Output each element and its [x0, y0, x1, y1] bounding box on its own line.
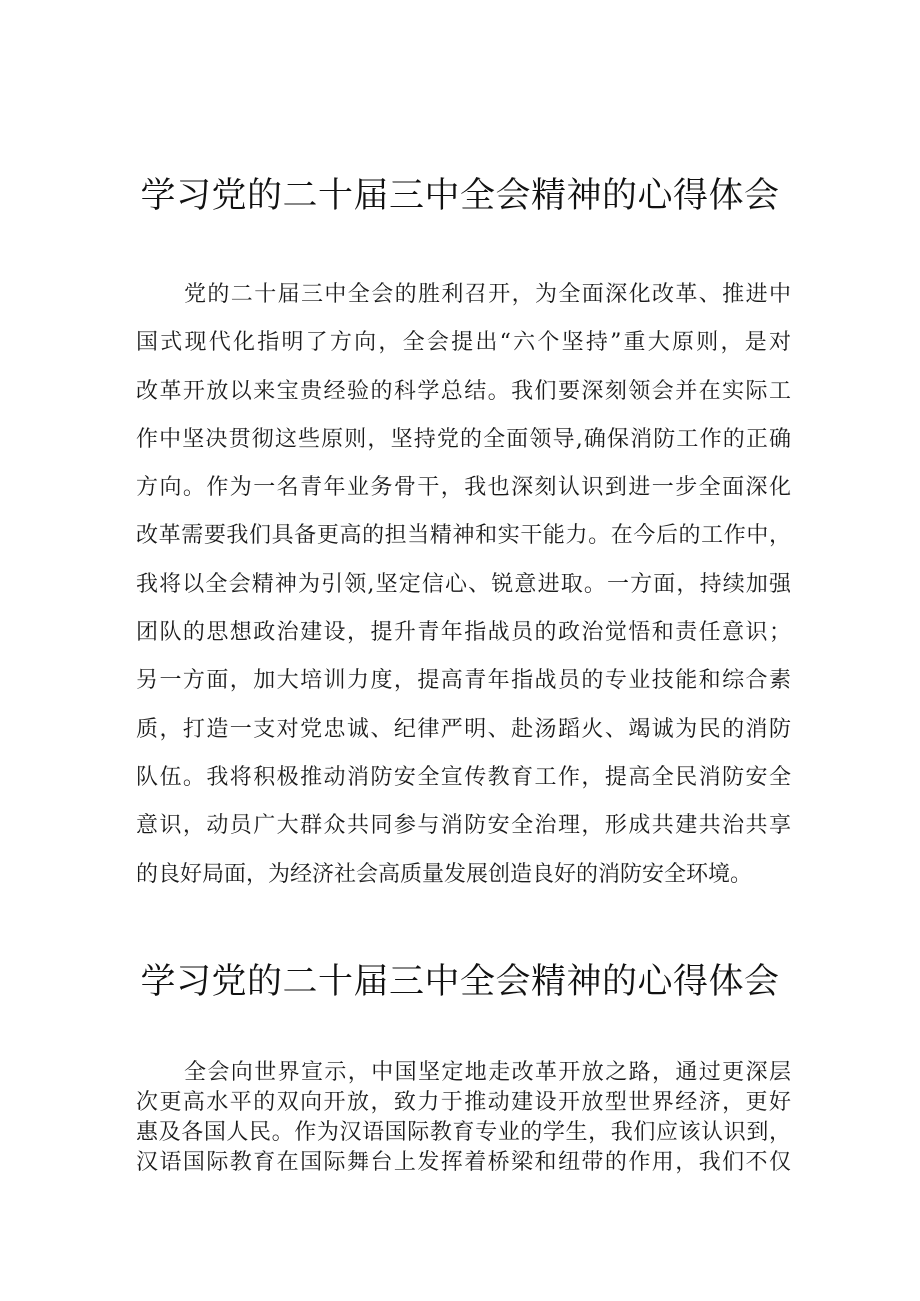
paragraph-line: 作中坚决贯彻这些原则，坚持党的全面领导,确保消防工作的正确	[136, 426, 791, 452]
paragraph-line: 汉语国际教育在国际舞台上发挥着桥梁和纽带的作用，我们不仅	[136, 1150, 791, 1175]
paragraph-line: 全会向世界宣示，中国坚定地走改革开放之路，通过更深层	[184, 1060, 791, 1085]
paragraph-line: 队伍。我将积极推动消防安全宣传教育工作，提高全民消防安全	[136, 764, 791, 790]
paragraph-line: 团队的思想政治建设，提升青年指战员的政治觉悟和责任意识；	[136, 620, 791, 646]
paragraph-line: 方向。作为一名青年业务骨干，我也深刻认识到进一步全面深化	[136, 475, 791, 501]
paragraph-line: 改革需要我们具备更高的担当精神和实干能力。在今后的工作中，	[136, 523, 791, 549]
paragraph-line: 党的二十届三中全会的胜利召开，为全面深化改革、推进中	[184, 282, 791, 307]
paragraph-line: 惠及各国人民。作为汉语国际教育专业的学生，我们应该认识到，	[136, 1120, 791, 1145]
paragraph-line: 质，打造一支对党忠诚、纪律严明、赴汤蹈火、竭诚为民的消防	[136, 716, 791, 742]
paragraph-line: 国式现代化指明了方向，全会提出“六个坚持”重大原则，是对	[136, 330, 791, 356]
paragraph-line: 我将以全会精神为引领,坚定信心、锐意进取。一方面，持续加强	[136, 571, 791, 597]
paragraph-line: 的良好局面，为经济社会高质量发展创造良好的消防安全环境。	[136, 861, 753, 887]
paragraph-line: 改革开放以来宝贵经验的科学总结。我们要深刻领会并在实际工	[136, 378, 791, 404]
section-1-paragraph	[136, 271, 791, 899]
paragraph-line: 另一方面，加大培训力度，提高青年指战员的专业技能和综合素	[136, 668, 791, 694]
section-1-title: 学习党的二十届三中全会精神的心得体会	[140, 176, 780, 216]
section-2-title: 学习党的二十届三中全会精神的心得体会	[140, 962, 780, 1002]
paragraph-line: 意识，动员广大群众共同参与消防安全治理，形成共建共治共享	[136, 813, 791, 839]
paragraph-line: 次更高水平的双向开放，致力于推动建设开放型世界经济，更好	[136, 1090, 791, 1115]
section-2-paragraph	[136, 1058, 791, 1178]
